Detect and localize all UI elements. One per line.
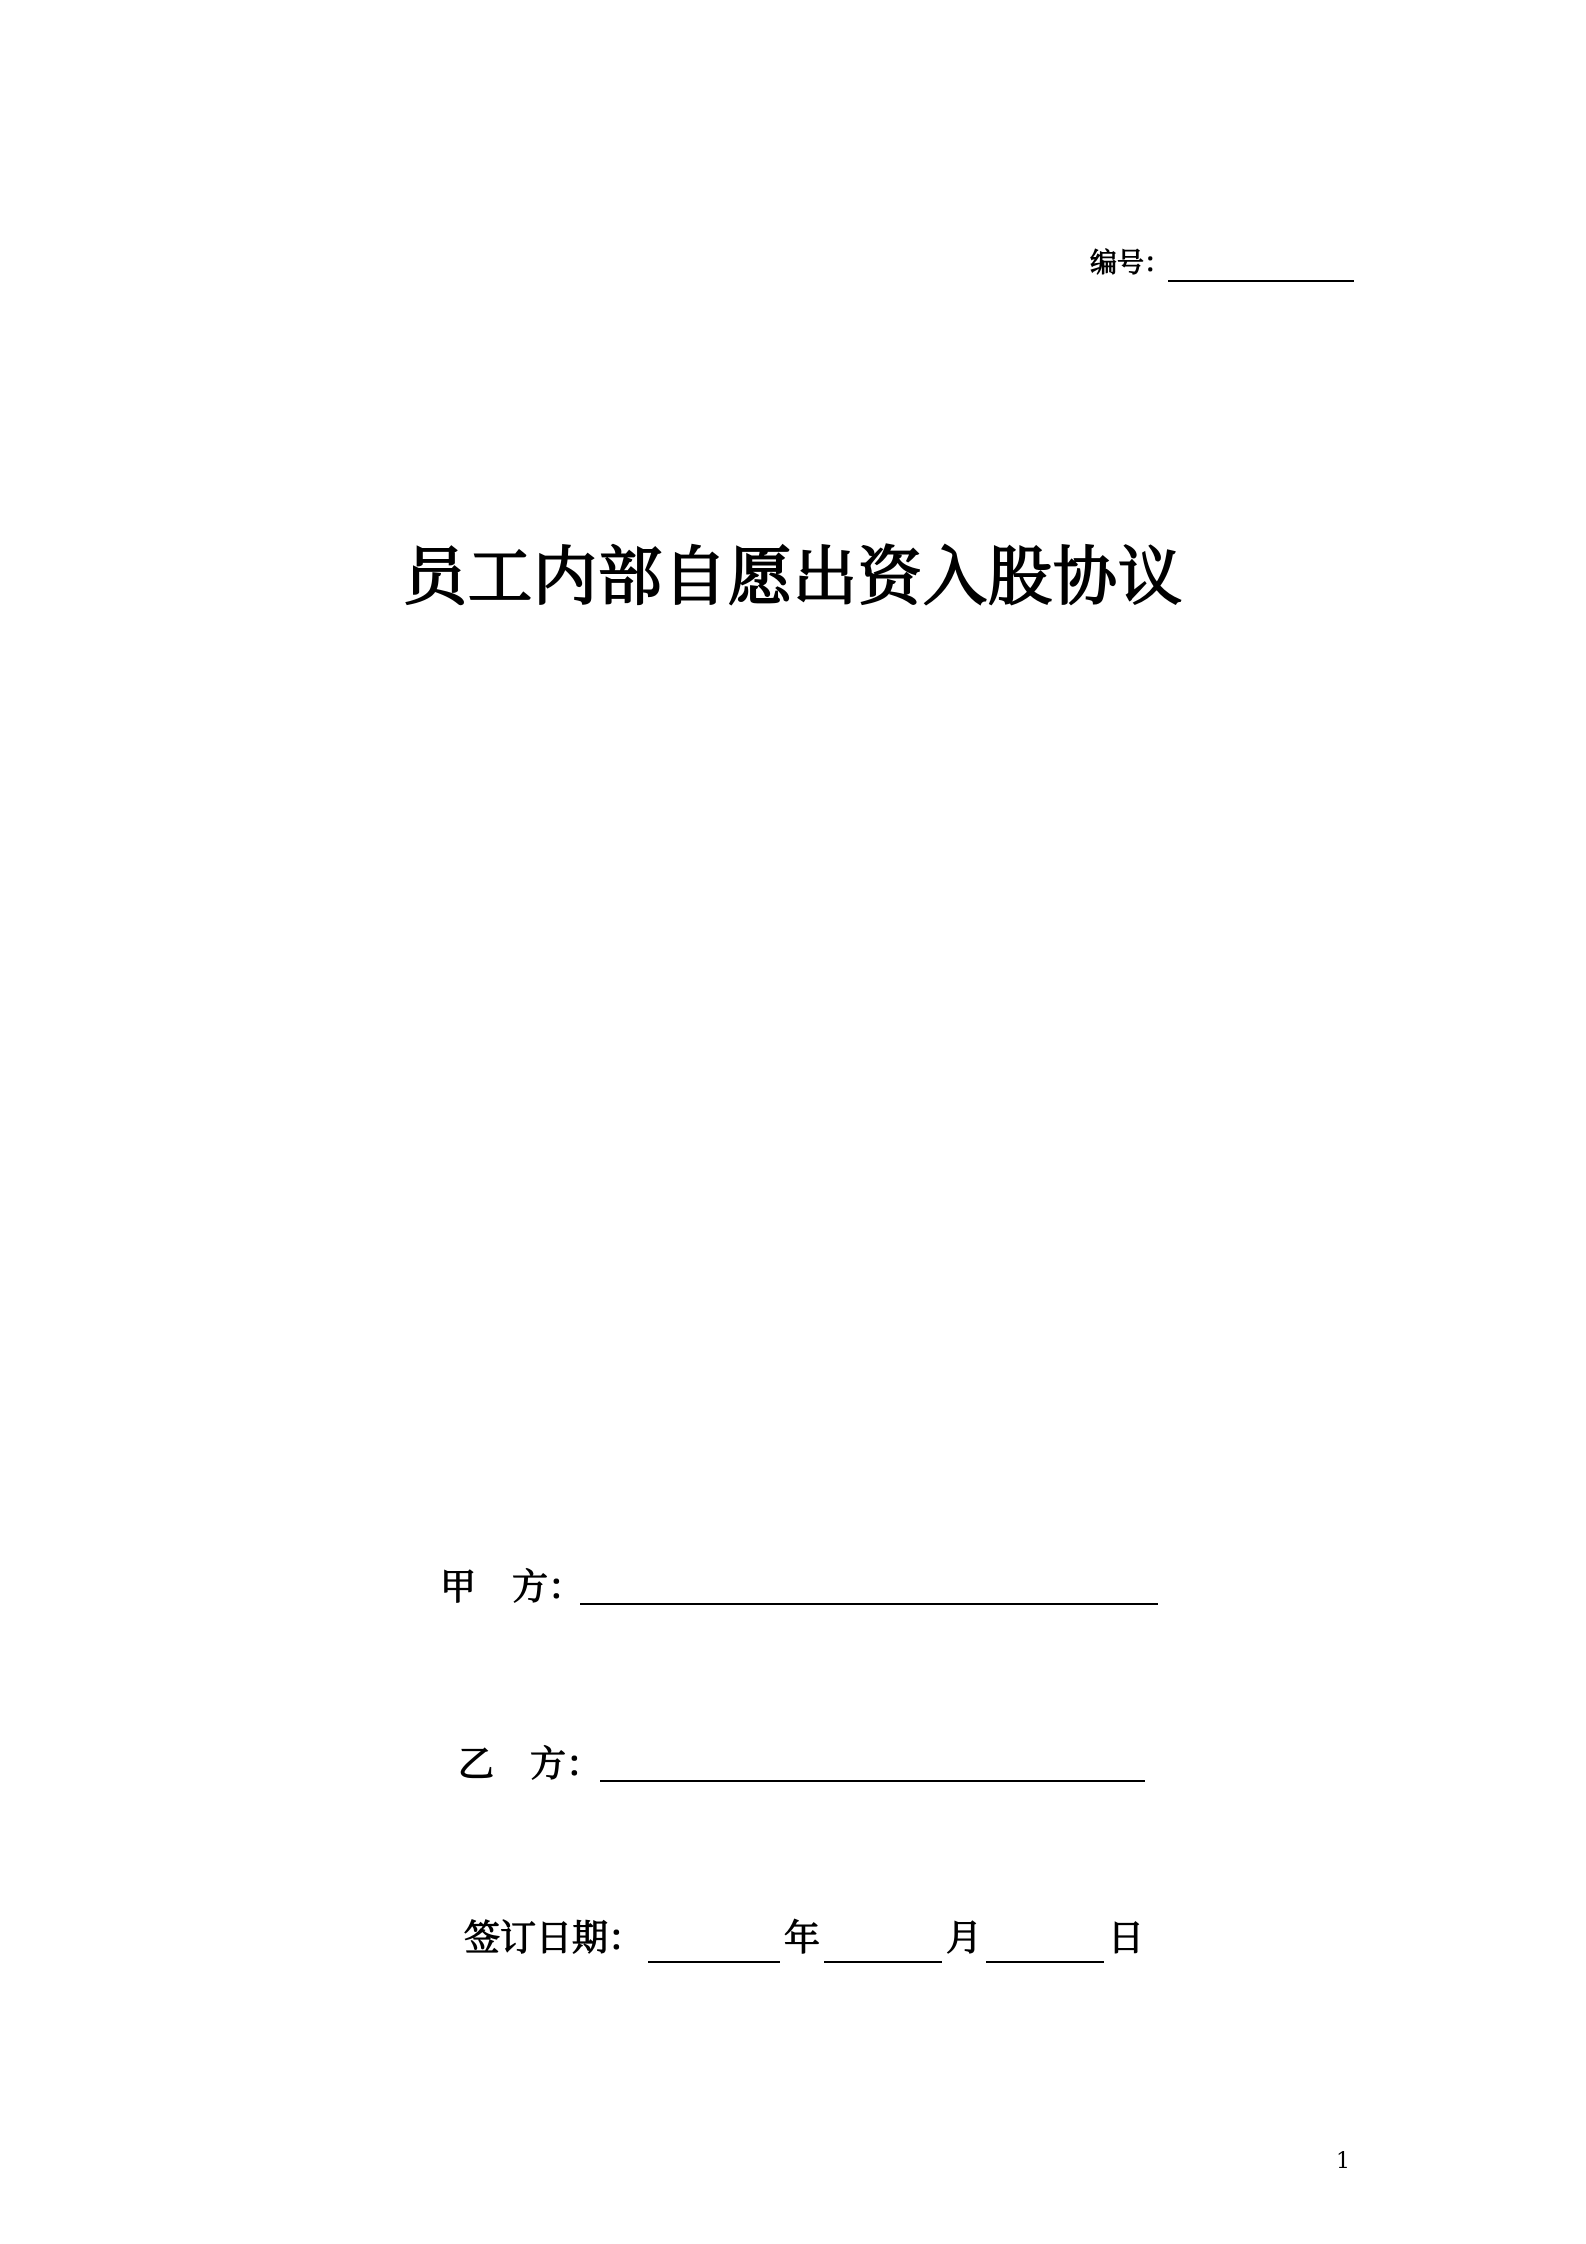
party-b-label: 乙 方：	[458, 1744, 603, 1785]
serial-number-label: 编号：	[1090, 248, 1171, 279]
document-title: 员工内部自愿出资入股协议	[403, 541, 1183, 615]
day-unit: 日	[1108, 1918, 1145, 1959]
party-a-label: 甲 方：	[440, 1567, 585, 1608]
signing-date-row	[464, 1915, 1144, 1963]
party-a-blank[interactable]	[580, 1603, 1158, 1605]
signing-date-label: 签订日期：	[464, 1918, 645, 1959]
day-blank[interactable]	[986, 1921, 1104, 1963]
page-number: 1	[1336, 2149, 1350, 2174]
year-unit: 年	[784, 1918, 821, 1959]
party-b-blank[interactable]	[600, 1780, 1145, 1782]
year-blank[interactable]	[648, 1921, 780, 1963]
month-unit: 月	[946, 1918, 983, 1959]
serial-number-blank[interactable]	[1168, 280, 1354, 282]
month-blank[interactable]	[824, 1921, 942, 1963]
